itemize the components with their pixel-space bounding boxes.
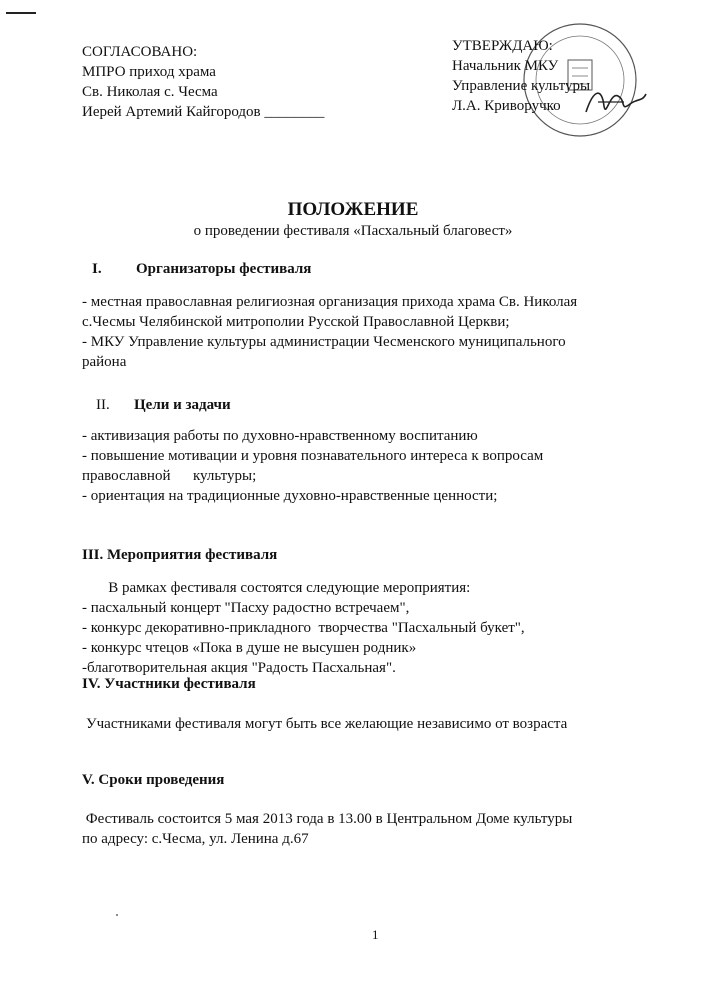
text-line: - повышение мотивации и уровня познавательного интереса к вопросам: [82, 448, 544, 464]
document-title: ПОЛОЖЕНИЕ: [287, 199, 419, 220]
section-number: II.: [96, 397, 110, 413]
scan-artifact: [6, 12, 36, 14]
approval-right-line: УТВЕРЖДАЮ:: [452, 38, 553, 54]
section-title: Цели и задачи: [134, 397, 231, 413]
text-line: - активизация работы по духовно-нравственному воспитанию: [82, 428, 478, 444]
scan-speck: [116, 914, 118, 916]
handwritten-signature: [580, 82, 650, 122]
approval-left-line: Св. Николая с. Чесма: [82, 84, 218, 100]
text-line: по адресу: с.Чесма, ул. Ленина д.67: [82, 831, 309, 847]
approval-left-block: [82, 42, 324, 122]
approval-left-line: Иерей Артемий Кайгородов ________: [82, 104, 325, 120]
text-line: православной культуры;: [82, 468, 257, 484]
text-line: района: [82, 354, 127, 370]
approval-right-line: Управление культуры: [452, 78, 591, 94]
section-4-body: Участниками фестиваля могут быть все желающие независимо от возраста: [86, 716, 568, 732]
text-line: - пасхальный концерт "Пасху радостно встречаем",: [82, 600, 410, 616]
text-line: Фестиваль состоится 5 мая 2013 года в 13.00 в Центральном Доме культуры: [82, 811, 573, 827]
text-line: - МКУ Управление культуры администрации Чесменского муниципального: [82, 334, 566, 350]
approval-right-line: Л.А. Криворучко: [452, 98, 561, 114]
document-subtitle: о проведении фестиваля «Пасхальный благовест»: [193, 223, 513, 239]
text-line: -благотворительная акция "Радость Пасхальная".: [82, 660, 396, 676]
page-number: 1: [372, 927, 379, 942]
approval-left-line: СОГЛАСОВАНО:: [82, 44, 198, 60]
section-title: Организаторы фестиваля: [136, 261, 312, 277]
section-1-heading: [92, 260, 311, 279]
text-line: с.Чесмы Челябинской митрополии Русской Православной Церкви;: [82, 314, 510, 330]
section-5-body: [82, 809, 572, 849]
text-line: - ориентация на традиционные духовно-нравственные ценности;: [82, 488, 498, 504]
section-number: I.: [92, 261, 102, 277]
text-line: - конкурс чтецов «Пока в душе не высушен родник»: [82, 640, 417, 656]
text-line: В рамках фестиваля состоятся следующие мероприятия:: [82, 580, 471, 596]
text-line: - конкурс декоративно-прикладного творчества "Пасхальный букет",: [82, 620, 525, 636]
approval-right-line: Начальник МКУ: [452, 58, 559, 74]
approval-left-line: МПРО приход храма: [82, 64, 216, 80]
section-5-heading: V. Сроки проведения: [82, 772, 225, 788]
section-3-body: [82, 578, 525, 678]
section-2-body: [82, 426, 543, 506]
approval-right-block: [452, 36, 590, 116]
section-4-heading: IV. Участники фестиваля: [82, 676, 256, 692]
section-3-heading: III. Мероприятия фестиваля: [82, 547, 278, 563]
section-1-body: [82, 292, 577, 372]
section-2-heading: [96, 396, 231, 415]
text-line: - местная православная религиозная организация прихода храма Св. Николая: [82, 294, 578, 310]
